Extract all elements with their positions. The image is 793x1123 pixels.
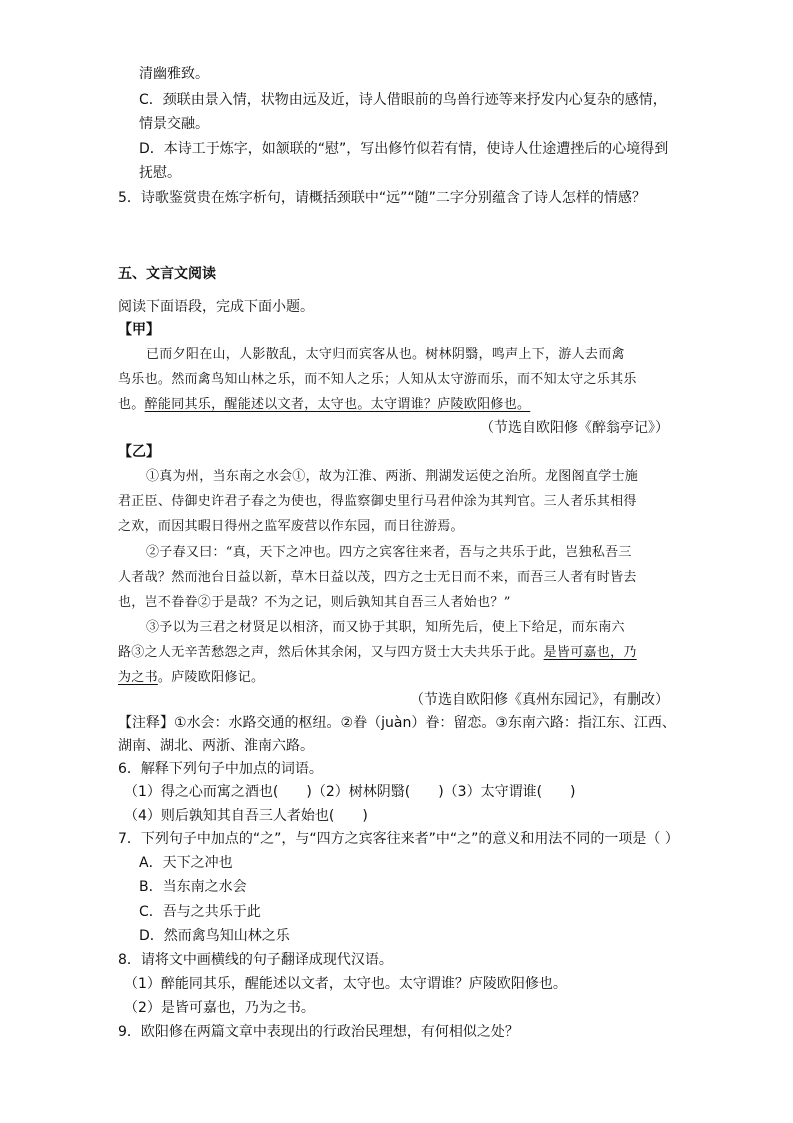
passage-b-p2-line1: ②子春又曰：“真，天下之冲也。四方之宾客往来者，吾与之共乐于此，岂独私吾三 (146, 545, 632, 560)
question-9: 9．欧阳修在两篇文章中表现出的行政治民理想，有何相似之处？ (118, 1024, 519, 1040)
option-c-line1: C．颈联由景入情，状物由远及近，诗人借眼前的鸟兽行迹等来抒发内心复杂的感情， (139, 92, 667, 108)
notes-line1: 【注释】①水会：水路交通的枢纽。②眷（juàn）眷：留恋。③东南六路：指江东、江西、 (118, 715, 676, 731)
passage-b-p3-line3-plain: 。庐陵欧阳修记。 (157, 670, 265, 685)
question-7-option-d: D．然而禽鸟知山林之乐 (139, 928, 290, 944)
section-instruction: 阅读下面语段，完成下面小题。 (118, 299, 314, 315)
passage-b-marker: 【乙】 (118, 444, 160, 460)
option-d-line2: 抚慰。 (139, 165, 181, 181)
question-7-option-c: C．吾与之共乐于此 (139, 904, 261, 920)
question-7: 7．下列句子中加点的“之”，与“四方之宾客往来者”中“之”的意义和用法不同的一项是（ ） (118, 831, 679, 847)
passage-a-line1: 已而夕阳在山，人影散乱，太守归而宾客从也。树林阴翳，鸣声上下，游人去而禽 (146, 347, 625, 362)
notes-line2: 湖南、湖北、两浙、淮南六路。 (118, 738, 314, 754)
question-8-item-1: （1）醉能同其乐，醒能述以文者，太守也。太守谓谁？庐陵欧阳修也。 (124, 976, 567, 992)
question-6-items-2: （4）则后孰知其自吾三人者始也( ) (124, 808, 368, 824)
question-7-option-b: B．当东南之水会 (139, 879, 247, 895)
passage-a-marker: 【甲】 (118, 322, 160, 338)
passage-a-line3 (118, 395, 530, 415)
passage-b-p3-line2 (118, 643, 637, 663)
passage-b-p3-line3 (118, 668, 264, 688)
passage-b-p1-line2: 君正臣、侍御史许君子春之为使也，得监察御史里行马君仲涂为其判官。三人者乐其相得 (118, 494, 637, 509)
question-7-option-a: A．天下之冲也 (139, 855, 233, 871)
passage-b-source: （节选自欧阳修《真州东园记》，有删改） (410, 692, 669, 708)
passage-a-source: （节选自欧阳修《醉翁亭记》） (480, 420, 669, 436)
question-8-item-2: （2）是皆可嘉也，乃为之书。 (124, 1000, 315, 1016)
passage-b-p2-line2: 人者哉？然而池台日益以新，草木日益以茂，四方之士无日而不来，而吾三人者有时皆去 (118, 570, 637, 585)
option-c-line2: 情景交融。 (139, 116, 209, 132)
passage-a-line2: 鸟乐也。然而禽鸟知山林之乐，而不知人之乐；人知从太守游而乐，而不知太守之乐其乐 (118, 372, 637, 387)
question-8: 8．请将文中画横线的句子翻译成现代汉语。 (118, 952, 393, 968)
passage-b-underlined-sentence-part2: 为之书 (118, 670, 158, 685)
passage-a-underlined-sentence: 醉能同其乐，醒能述以文者，太守也。太守谓谁？庐陵欧阳修也。 (144, 397, 531, 412)
section-heading: 五、文言文阅读 (118, 266, 216, 282)
question-6: 6．解释下列句子中加点的词语。 (118, 761, 323, 777)
passage-b-underlined-sentence-part1: 是皆可嘉也，乃 (543, 645, 637, 660)
passage-b-p3-line2-plain: 路③之人无辛苦愁怨之声，然后休其余闲，又与四方贤士大夫共乐于此。 (118, 645, 544, 660)
passage-a-line3-plain: 也。 (118, 397, 145, 412)
passage-b-p1-line3: 之欢，而因其暇日得州之监军废营以作东园，而日往游焉。 (118, 519, 464, 534)
question-5: 5．诗歌鉴赏贵在炼字析句，请概括颈联中“远”“随”二字分别蕴含了诗人怎样的情感？ (118, 190, 646, 206)
question-6-items-1: （1）得之心而寓之酒也( )（2）树林阴翳( )（3）太守谓谁( ) (124, 784, 576, 800)
option-d-line1: D．本诗工于炼字，如颔联的“慰”，写出修竹似若有情，使诗人仕途遭挫后的心境得到 (139, 141, 669, 157)
option-b-continuation: 清幽雅致。 (139, 66, 209, 82)
passage-b-p3-line1: ③予以为三君之材贤足以相济，而又协于其职，知所先后，使上下给足，而东南六 (146, 620, 625, 635)
passage-b-p1-line1: ①真为州，当东南之水会①，故为江淮、两浙、荆湖发运使之治所。龙图阁直学士施 (146, 469, 639, 484)
passage-b-p2-line3: 也，岂不眷眷②于是哉？不为之记，则后孰知其自吾三人者始也？” (118, 595, 511, 610)
